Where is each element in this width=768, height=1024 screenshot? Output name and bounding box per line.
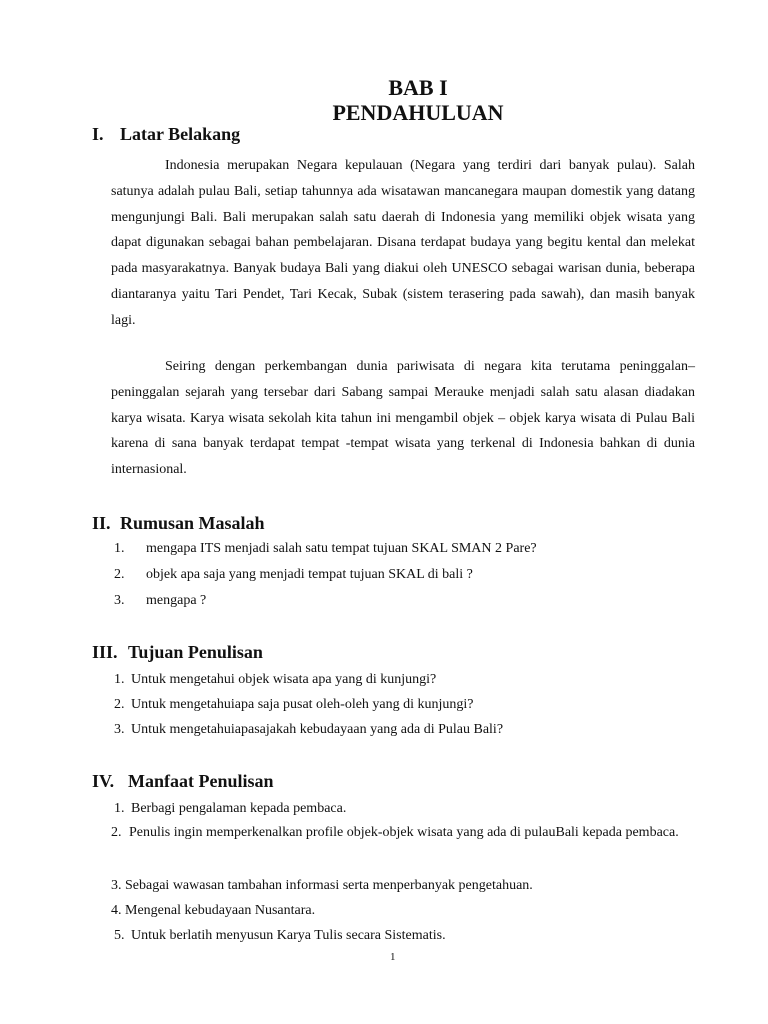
section-heading-latar-belakang bbox=[92, 123, 240, 145]
list-number: 3. bbox=[111, 878, 122, 893]
section-number: III. bbox=[92, 642, 118, 662]
section-number: IV. bbox=[92, 771, 115, 791]
list-number: 1. bbox=[114, 672, 125, 687]
list-item-manfaat-3 bbox=[111, 877, 533, 895]
list-text: Sebagai wawasan tambahan informasi serta menperbanyak pengetahuan. bbox=[125, 878, 533, 893]
list-item-manfaat-1 bbox=[114, 800, 346, 818]
section-number: I. bbox=[92, 124, 104, 144]
section-heading-tujuan-penulisan bbox=[92, 641, 263, 663]
list-text: Mengenal kebudayaan Nusantara. bbox=[125, 903, 316, 918]
chapter-number: BAB I bbox=[388, 75, 448, 100]
list-item-manfaat-2 bbox=[111, 820, 695, 846]
list-item-tujuan-2 bbox=[114, 696, 474, 714]
list-number: 1. bbox=[114, 541, 125, 556]
list-number: 2. bbox=[114, 697, 125, 712]
list-text: Untuk mengetahuiapasajakah kebudayaan yang ada di Pulau Bali? bbox=[131, 722, 504, 737]
section-number: II. bbox=[92, 513, 111, 533]
chapter-title: PENDAHULUAN bbox=[332, 100, 504, 125]
list-text: mengapa ? bbox=[146, 593, 207, 608]
page-number: 1 bbox=[390, 951, 396, 963]
list-text: Untuk mengetahuiapa saja pusat oleh-oleh yang di kunjungi? bbox=[131, 697, 474, 712]
list-number: 2. bbox=[111, 825, 122, 840]
section-title: Latar Belakang bbox=[120, 124, 241, 144]
section-title: Tujuan Penulisan bbox=[128, 642, 263, 662]
list-number: 3. bbox=[114, 722, 125, 737]
list-item-rumusan-1 bbox=[114, 540, 537, 558]
list-text: Untuk mengetahui objek wisata apa yang di kunjungi? bbox=[131, 672, 437, 687]
list-text: objek apa saja yang menjadi tempat tujuan SKAL di bali ? bbox=[146, 567, 473, 582]
section-heading-manfaat-penulisan bbox=[92, 770, 274, 792]
list-number: 2. bbox=[114, 567, 125, 582]
list-item-manfaat-5 bbox=[114, 927, 446, 945]
list-text: Untuk berlatih menyusun Karya Tulis secara Sistematis. bbox=[131, 928, 446, 943]
paragraph-latar-1: Indonesia merupakan Negara kepulauan (Negara yang terdiri dari banyak pulau). Salah satunya adalah pulau Bali, setiap tahunnya ada wisatawan mancanegara maupan domestik yang datang mengunjungi Bali. Bali merupakan salah satu daerah di Indonesia yang memiliki objek wisata yang dapat digunakan sebagai bahan pembelajaran. Disana terdapat budaya yang begitu kental dan melekat pada masyarakatnya. Banyak budaya Bali yang diakui oleh UNESCO sebagai warisan dunia, beberapa diantaranya yaitu Tari Pendet, Tari Kecak, Subak (sistem terasering pada sawah), dan masih banyak lagi. bbox=[111, 158, 695, 328]
list-item-tujuan-3 bbox=[114, 721, 503, 739]
list-item-rumusan-3 bbox=[114, 592, 206, 610]
list-number: 1. bbox=[114, 801, 125, 816]
list-item-manfaat-4 bbox=[111, 902, 315, 920]
list-number: 3. bbox=[114, 593, 125, 608]
list-number: 4. bbox=[111, 903, 122, 918]
list-text: Penulis ingin memperkenalkan profile objek-objek wisata yang ada di pulauBali kepada pembaca. bbox=[129, 825, 679, 840]
list-number: 5. bbox=[114, 928, 125, 943]
list-text: mengapa ITS menjadi salah satu tempat tujuan SKAL SMAN 2 Pare? bbox=[146, 541, 537, 556]
section-title: Manfaat Penulisan bbox=[128, 771, 274, 791]
paragraph-latar-2: Seiring dengan perkembangan dunia pariwisata di negara kita terutama peninggalan–peninggalan sejarah yang tersebar dari Sabang sampai Merauke menjadi salah satu alasan diadakan karya wisata. Karya wisata sekolah kita tahun ini mengambil objek – objek karya wisata di Pulau Bali karena di sana banyak terdapat tempat -tempat wisata yang terkenal di Indonesia bahkan di dunia internasional. bbox=[111, 359, 695, 478]
section-title: Rumusan Masalah bbox=[120, 513, 265, 533]
list-item-rumusan-2 bbox=[114, 566, 473, 584]
list-text: Berbagi pengalaman kepada pembaca. bbox=[131, 801, 347, 816]
section-heading-rumusan-masalah bbox=[92, 512, 265, 534]
list-item-tujuan-1 bbox=[114, 671, 436, 689]
